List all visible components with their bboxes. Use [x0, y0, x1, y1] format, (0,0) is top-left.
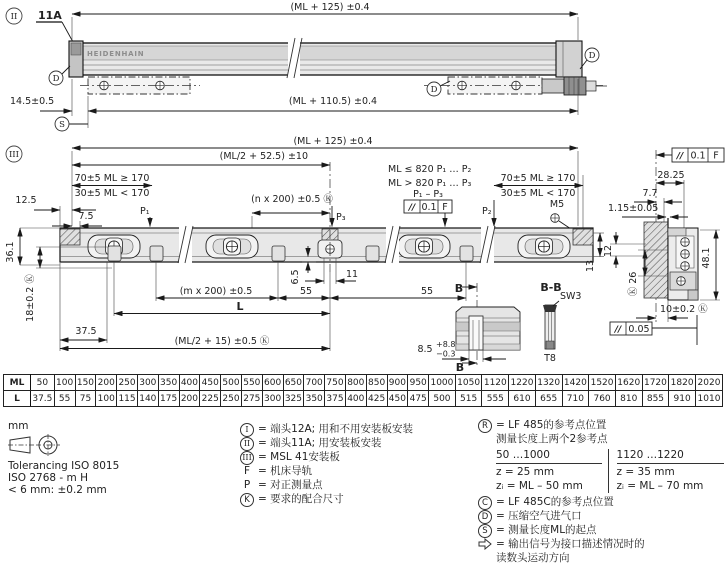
legend-text-direction2: 读数头运动方向 — [496, 552, 570, 564]
legend-text: = 端头12A; 用和不用安装板安装 — [258, 423, 414, 435]
label-11a: 11A — [38, 9, 62, 22]
ref-zi-2: zᵢ = ML – 70 mm — [616, 479, 704, 492]
tolerance-note: < 6 mm: ±0.2 mm — [8, 484, 107, 496]
dim-8-5-tol-plus: +8.8 — [436, 340, 456, 349]
ref-d-label: D — [588, 51, 596, 61]
table-cell: 275 — [241, 391, 262, 407]
table-row-ml — [4, 375, 723, 391]
break-mark-plate — [385, 226, 400, 264]
view2-marker: II — [10, 12, 18, 22]
table-cell: 800 — [345, 375, 366, 391]
dim-8-5-tol-minus: −0.3 — [436, 349, 456, 359]
circled-d-icon: D — [478, 510, 492, 524]
circled-iii-icon: III — [240, 451, 254, 465]
fcf-value: 0.1 — [690, 150, 706, 162]
legend-text: = LF 485的参考点位置 — [496, 419, 607, 431]
ref-z-1: z = 25 mm — [496, 466, 555, 478]
dim-n200: (n x 200) ±0.5 Ⓚ — [251, 194, 333, 205]
table-cell: 655 — [535, 391, 562, 407]
dim-7-5: 7.5 — [78, 211, 94, 222]
dim-ml2-15: (ML/2 + 15) ±0.5 Ⓚ — [174, 336, 270, 347]
ref-s — [55, 117, 88, 131]
table-cell: 200 — [96, 375, 117, 391]
legend-text: = 端头11A; 用安装板安装 — [258, 437, 382, 449]
view3-marker: III — [8, 150, 20, 160]
table-cell: 100 — [96, 391, 117, 407]
tolerancing-standard: Tolerancing ISO 8015 — [8, 460, 120, 472]
label-sw3: SW3 — [560, 291, 582, 302]
table-cell: 1820 — [669, 375, 696, 391]
table-cell: 1010 — [695, 391, 722, 407]
ref-s-label: S — [59, 120, 65, 130]
fcf-value: 0.05 — [628, 324, 650, 335]
table-cell: 610 — [509, 391, 536, 407]
dim-55-left: 55 — [299, 286, 313, 297]
fcf-symbol: // — [408, 203, 416, 213]
table-cell: 500 — [429, 391, 456, 407]
legend-tolerancing — [8, 420, 119, 496]
table-cell: 2020 — [695, 375, 722, 391]
legend-item-msl41 — [240, 451, 413, 465]
plate-end-hatch-right — [573, 229, 593, 245]
table-cell: 910 — [669, 391, 696, 407]
legend-text: = 机床导轨 — [258, 465, 313, 477]
table-cell: 850 — [366, 375, 387, 391]
dim-30-right: 30±5 ML < 170 — [500, 188, 576, 199]
fcf-parallelism-plate — [404, 200, 452, 227]
label-b-bottom: B — [455, 361, 465, 374]
table-cell: 55 — [54, 391, 75, 407]
break-mark-plate — [480, 226, 495, 264]
table-cell: 200 — [179, 391, 200, 407]
end-cap-right — [556, 41, 582, 77]
table-cell: 700 — [304, 375, 325, 391]
dim-half: (ML/2 + 52.5) ±10 — [219, 151, 308, 162]
legend-text: = 测量长度ML的起点 — [496, 524, 597, 536]
table-cell: 810 — [615, 391, 642, 407]
circled-ii-icon: II — [240, 437, 254, 451]
table-cell: 555 — [482, 391, 509, 407]
label-m5: M5 — [549, 199, 565, 210]
legend-item-direction — [478, 538, 724, 552]
ref-zi-1: zᵢ = ML – 50 mm — [496, 479, 583, 492]
legend-item-s — [478, 524, 724, 538]
label-p3: P₃ — [336, 212, 346, 223]
table-cell: 1120 — [482, 375, 509, 391]
hollow-right-arrow-icon — [478, 538, 492, 550]
table-cell: 1520 — [589, 375, 616, 391]
mounting-slot — [398, 235, 450, 258]
encoder-cross-section — [668, 228, 698, 300]
dim-70-right: 70±5 ML ≥ 170 — [500, 173, 576, 184]
table-cell: 710 — [562, 391, 589, 407]
dim-37-5: 37.5 — [75, 326, 97, 337]
legend-text: = MSL 41安装板 — [258, 451, 340, 463]
table-cell: 150 — [75, 375, 96, 391]
table-cell: 115 — [117, 391, 138, 407]
label-b-b: B-B — [540, 281, 562, 294]
table-cell: 750 — [325, 375, 346, 391]
ref-range-1: 50 …1000 — [496, 449, 602, 465]
mounting-slot — [206, 235, 258, 258]
legend-text: = 要求的配合尺寸 — [258, 493, 344, 505]
table-cell: 300 — [137, 375, 158, 391]
table-cell: 250 — [117, 375, 138, 391]
table-cell: 1320 — [535, 375, 562, 391]
table-cell: 425 — [366, 391, 387, 407]
circled-i-icon: I — [240, 423, 254, 437]
circled-r-icon: R — [478, 419, 492, 433]
dim-70-left: 70±5 ML ≥ 170 — [74, 173, 150, 184]
table-cell: 855 — [642, 391, 669, 407]
section-b — [417, 281, 581, 374]
note-ml-le-820: ML ≤ 820 P₁ … P₂ — [388, 164, 472, 175]
label-b-top: B — [454, 282, 464, 295]
circled-k-icon: K — [240, 493, 254, 507]
table-cell: 225 — [200, 391, 221, 407]
table-cell: 175 — [158, 391, 179, 407]
table-cell: 350 — [158, 375, 179, 391]
table-cell: 50 — [31, 375, 55, 391]
table-cell: 1000 — [429, 375, 456, 391]
dim-14-5: 14.5±0.5 — [10, 96, 55, 107]
dim-11: 11 — [346, 269, 359, 280]
note-p1-p3: P₁ – P₃ — [413, 189, 443, 200]
ref-z-2: z = 35 mm — [616, 466, 675, 478]
dim-l: L — [236, 300, 244, 313]
legend-item-p — [240, 479, 413, 493]
fixing-tab — [272, 246, 285, 261]
dim-48-1: 48.1 — [701, 247, 712, 269]
break-mark-plate — [178, 226, 193, 264]
table-cell: 1420 — [562, 375, 589, 391]
table-cell: 140 — [137, 391, 158, 407]
top-view-assembly — [6, 2, 607, 131]
legend-text: = LF 485C的参考点位置 — [496, 496, 614, 508]
mounting-slot — [518, 235, 570, 258]
first-angle-projection-icon — [8, 434, 64, 456]
letter-f: F — [243, 465, 251, 477]
table-cell: 1620 — [615, 375, 642, 391]
table-cell: 450 — [387, 391, 408, 407]
rail-profile — [456, 307, 520, 350]
wrench-sw3 — [543, 305, 557, 349]
label-p2: P₂ — [482, 206, 492, 217]
label-p1: P₁ — [140, 206, 150, 217]
fcf-datum: F — [442, 202, 448, 213]
brand-logo: HEIDENHAIN — [87, 50, 145, 58]
circled-s-icon: S — [478, 524, 492, 538]
dim-7-7: 7.7 — [642, 188, 658, 199]
reference-point-table — [496, 449, 724, 494]
iso-2768: ISO 2768 - m H — [8, 472, 89, 484]
label-t8: T8 — [544, 353, 556, 364]
table-cell: 300 — [262, 391, 283, 407]
fixing-tab — [108, 246, 121, 261]
table-cell: 500 — [221, 375, 242, 391]
table-cell: 950 — [408, 375, 429, 391]
legend-item-end-12a — [240, 423, 413, 437]
break-mark-top — [287, 38, 302, 79]
dim-30-left: 30±5 ML < 170 — [74, 188, 150, 199]
dim-13: 13 — [585, 259, 596, 273]
fcf-symbol: // — [676, 151, 684, 162]
dim-k26: Ⓚ 26 — [628, 271, 639, 297]
ref-d-mid — [427, 81, 450, 96]
dim-m200: (m x 200) ±0.5 — [179, 286, 253, 297]
table-cell: 650 — [283, 375, 304, 391]
dim-12-5: 12.5 — [15, 195, 37, 206]
carriage-right-connector — [424, 77, 607, 95]
ref-range-2: 1120 …1220 — [617, 449, 724, 465]
ref-d-label: D — [52, 74, 60, 84]
table-cell: 250 — [221, 391, 242, 407]
fixing-tab — [460, 246, 473, 261]
legend-item-c — [478, 496, 724, 510]
dim-12: 12 — [603, 244, 614, 258]
table-cell: 760 — [589, 391, 616, 407]
ml-l-table — [3, 374, 723, 407]
dim-plate-total: (ML + 125) ±0.4 — [293, 136, 373, 147]
fcf-datum: F — [713, 150, 719, 162]
fixing-tab — [366, 246, 379, 261]
cross-section-view — [603, 148, 724, 345]
fcf-symbol: // — [614, 325, 622, 335]
dim-1-15: 1.15±0.05 — [608, 203, 659, 214]
unit-label: mm — [8, 420, 29, 432]
ref-d-label: D — [430, 85, 438, 95]
legend-item-d — [478, 510, 724, 524]
legend-item-r — [478, 419, 724, 433]
table-cell: 900 — [387, 375, 408, 391]
legend-callouts — [240, 423, 413, 507]
table-cell: 400 — [345, 391, 366, 407]
table-cell: 1220 — [509, 375, 536, 391]
table-cell: 475 — [408, 391, 429, 407]
letter-p: P — [243, 479, 251, 491]
legend-text-ref2: 测量长度上两个2参考点 — [496, 433, 608, 445]
table-cell: 1720 — [642, 375, 669, 391]
fixing-tab — [150, 246, 163, 261]
ref-d-left — [49, 66, 70, 85]
dim-55-right: 55 — [420, 286, 434, 297]
dim-10-02: 10±0.2 Ⓚ — [660, 304, 708, 315]
table-cell: 515 — [455, 391, 482, 407]
dim-18: 18±0.2 Ⓚ — [25, 274, 36, 322]
legend-text: = 压缩空气进气口 — [496, 510, 582, 522]
table-header-ml: ML — [4, 375, 31, 391]
table-cell: 450 — [200, 375, 221, 391]
fcf-value: 0.1 — [421, 202, 437, 213]
dim-8-5: 8.5 — [417, 344, 433, 355]
table-cell: 550 — [241, 375, 262, 391]
legend-item-k — [240, 493, 413, 507]
table-cell: 325 — [283, 391, 304, 407]
dim-top-total: (ML + 125) ±0.4 — [290, 2, 370, 13]
plate-end-hatch-left — [60, 229, 80, 245]
fcf-parallelism-005 — [610, 315, 697, 345]
fcf-parallelism-cross — [672, 148, 724, 162]
carriage-left — [80, 77, 200, 94]
table-row-l — [4, 391, 723, 407]
dim-36-1: 36.1 — [5, 241, 16, 263]
circled-c-icon: C — [478, 496, 492, 510]
dim-ml-110: (ML + 110.5) ±0.4 — [288, 96, 378, 107]
legend-item-f — [240, 465, 413, 479]
table-header-l: L — [4, 391, 31, 407]
machine-surface-hatch — [644, 222, 668, 298]
table-cell: 375 — [325, 391, 346, 407]
table-cell: 1050 — [455, 375, 482, 391]
table-cell: 350 — [304, 391, 325, 407]
table-cell: 600 — [262, 375, 283, 391]
table-cell: 400 — [179, 375, 200, 391]
legend-reference-points — [478, 419, 724, 566]
legend-text: = 输出信号为接口描述情况时的 — [496, 538, 645, 550]
note-ml-gt-820: ML > 820 P₁ … P₃ — [388, 178, 472, 189]
table-cell: 100 — [54, 375, 75, 391]
legend-item-end-11a — [240, 437, 413, 451]
legend-text: = 对正测量点 — [258, 479, 323, 491]
ref-d-right — [580, 48, 599, 69]
dim-28-25: 28.25 — [657, 170, 685, 181]
table-cell: 37.5 — [31, 391, 55, 407]
dim-6-5: 6.5 — [290, 269, 301, 285]
table-cell: 75 — [75, 391, 96, 407]
